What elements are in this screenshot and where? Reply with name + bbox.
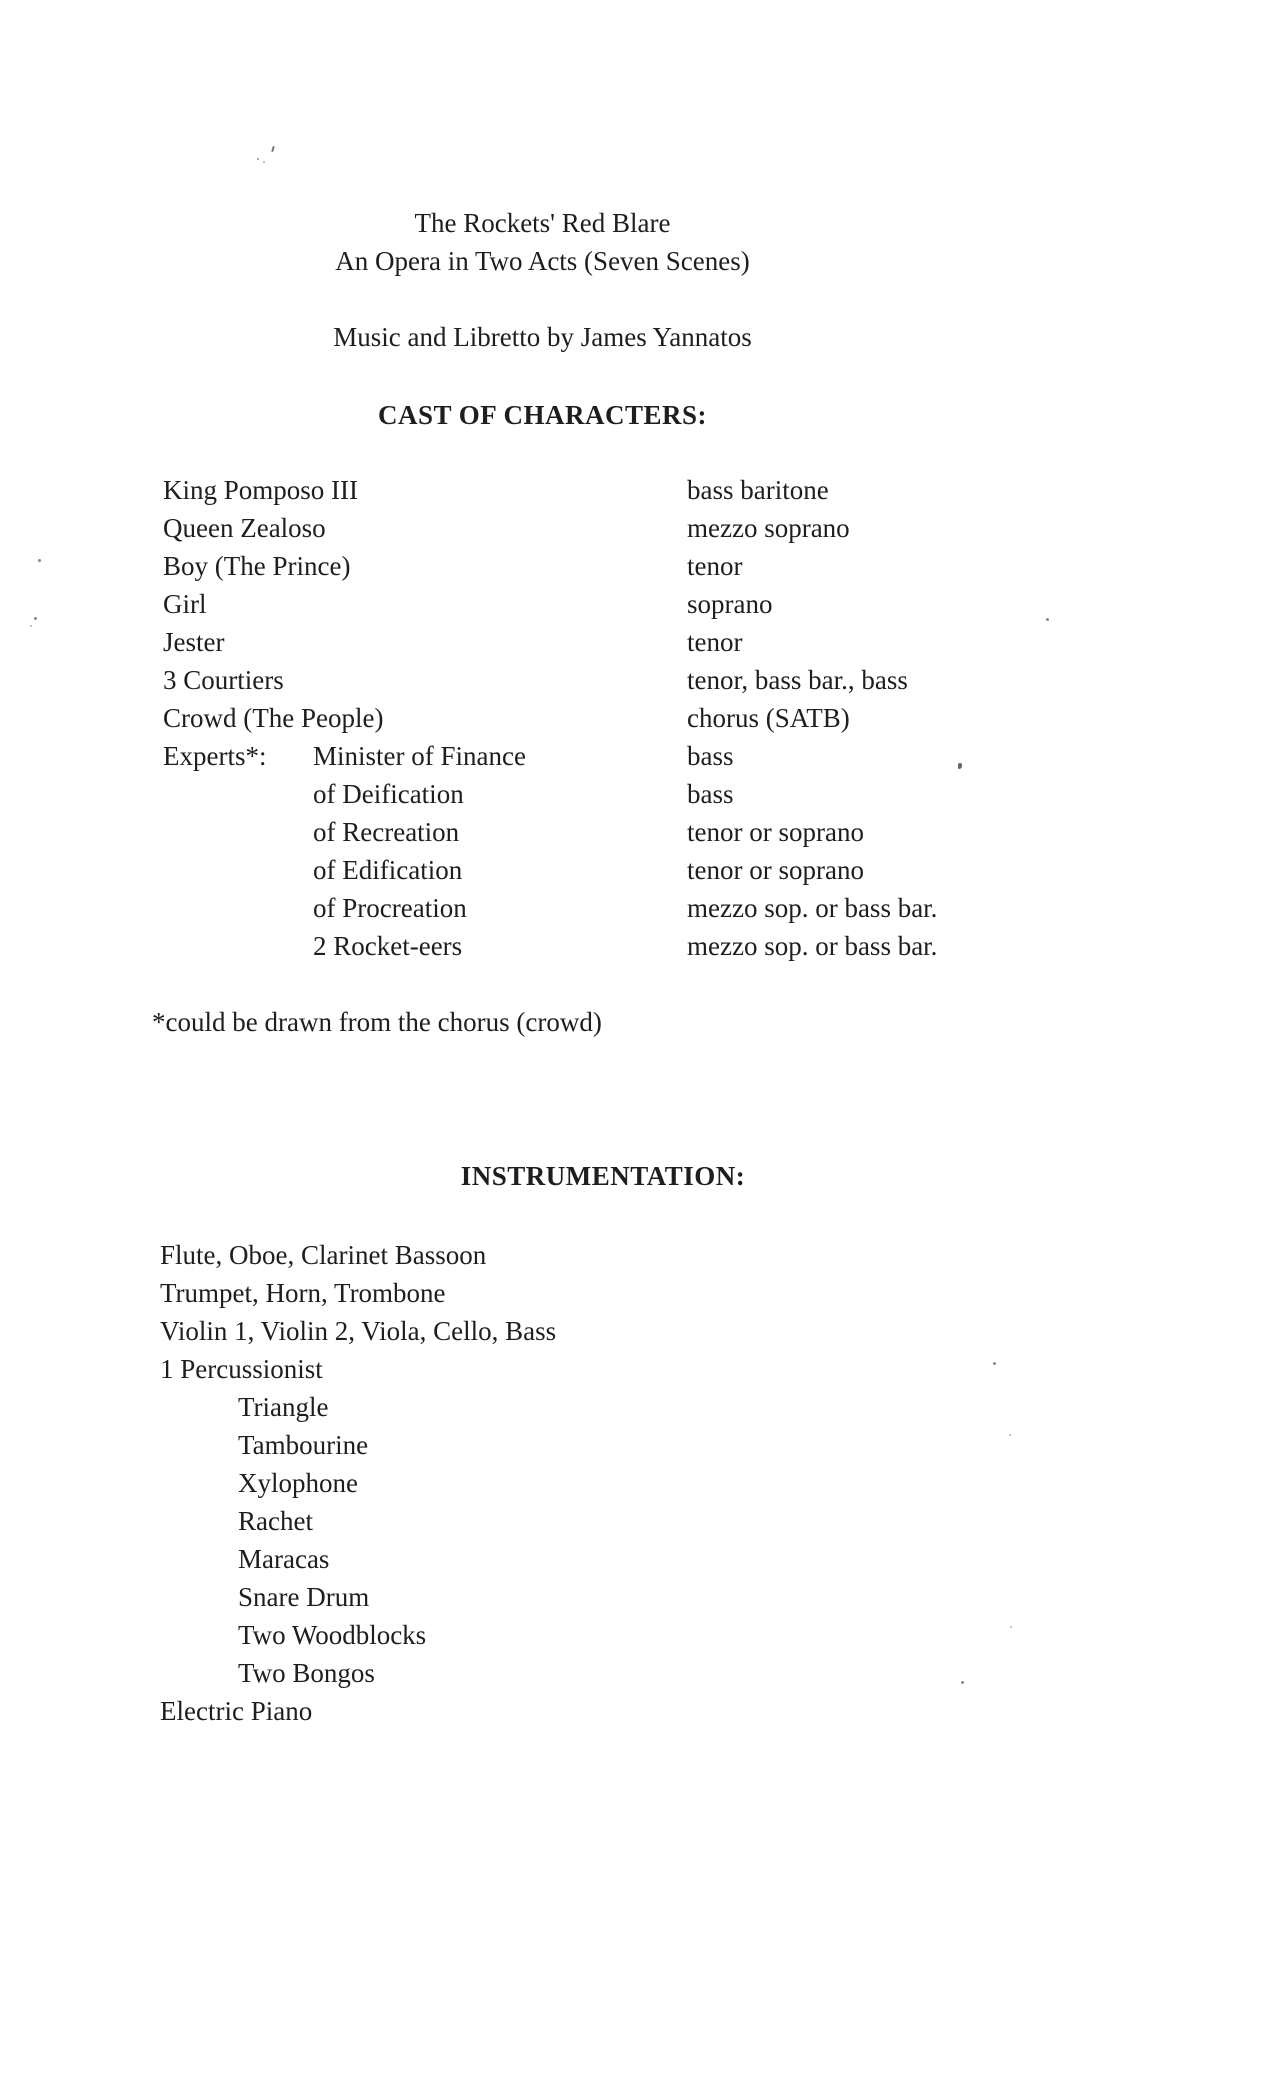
scan-artifact [34,617,37,620]
cast-character-cell [163,927,687,965]
cast-voice: tenor, bass bar., bass [687,665,908,695]
cast-character-name: Jester [163,627,225,657]
cast-character-cell [163,889,687,927]
opera-title: The Rockets' Red Blare [414,208,671,238]
instrumentation-line: Two Bongos [238,1658,375,1688]
instrumentation-line: 1 Percussionist [160,1354,323,1384]
cast-row [163,661,1103,699]
cast-character-cell [163,585,687,623]
instrumentation-line: Xylophone [238,1468,358,1498]
spacer [0,280,1085,318]
scan-artifact [1009,1434,1011,1436]
opera-subtitle: An Opera in Two Acts (Seven Scenes) [335,246,750,276]
cast-voice: bass [687,741,734,771]
instrumentation-line: Violin 1, Violin 2, Viola, Cello, Bass [160,1316,557,1346]
cast-character-cell [163,813,687,851]
instrumentation-line: Electric Piano [160,1696,313,1726]
instrumentation-list [160,1236,960,1730]
scan-artifact [38,559,41,562]
cast-character-name: King Pomposo III [163,475,358,505]
cast-character-name: of Recreation [313,817,460,847]
cast-voice: tenor [687,627,743,657]
cast-voice: bass [687,779,734,809]
cast-voice: mezzo soprano [687,513,850,543]
cast-voice: mezzo sop. or bass bar. [687,893,938,923]
cast-heading: CAST OF CHARACTERS: [377,400,708,430]
title-block [0,204,1085,356]
instrumentation-heading: INSTRUMENTATION: [460,1161,746,1191]
scan-artifact [263,161,265,163]
scan-artifact [961,1681,964,1684]
cast-row [163,547,1103,585]
cast-character-cell [163,661,687,699]
cast-character-name: Boy (The Prince) [163,551,351,581]
cast-character-cell [163,547,687,585]
scan-artifact [1010,1626,1012,1628]
instrumentation-line: Triangle [238,1392,329,1422]
cast-heading-wrap [0,396,1085,434]
cast-voice: tenor or soprano [687,855,864,885]
cast-row [163,623,1103,661]
cast-character-name: Queen Zealoso [163,513,326,543]
instrumentation-heading-wrap [0,1157,1206,1195]
cast-voice: tenor [687,551,743,581]
cast-table [163,471,1103,965]
cast-row [163,699,1103,737]
scan-artifact [993,1362,996,1365]
cast-character-cell [163,699,687,737]
cast-row [163,737,1103,775]
instrumentation-line: Rachet [238,1506,313,1536]
cast-voice: bass baritone [687,475,829,505]
instrumentation-line: Trumpet, Horn, Trombone [160,1278,446,1308]
cast-character-name: of Procreation [313,893,467,923]
cast-character-cell [163,509,687,547]
cast-row [163,471,1103,509]
scan-artifact [257,158,259,160]
cast-character-cell [163,623,687,661]
instrumentation-line: Snare Drum [238,1582,370,1612]
instrumentation-line: Flute, Oboe, Clarinet Bassoon [160,1240,487,1270]
cast-character-cell [163,737,687,775]
cast-footnote: *could be drawn from the chorus (crowd) [152,1007,602,1037]
cast-voice: tenor or soprano [687,817,864,847]
cast-voice: soprano [687,589,773,619]
instrumentation-line: Maracas [238,1544,330,1574]
instrumentation-line: Two Woodblocks [238,1620,427,1650]
cast-character-cell [163,471,687,509]
byline: Music and Libretto by James Yannatos [333,322,752,352]
cast-character-cell [163,775,687,813]
cast-character-name: of Edification [313,855,463,885]
cast-row [163,889,1103,927]
cast-row [163,509,1103,547]
cast-expert-label: Experts*: [163,741,267,771]
cast-voice: chorus (SATB) [687,703,850,733]
cast-row [163,851,1103,889]
cast-character-name: Minister of Finance [313,741,526,771]
cast-character-cell [163,851,687,889]
scan-artifact [271,146,275,152]
cast-row [163,927,1103,965]
scan-artifact [1046,618,1049,621]
scan-artifact [30,625,32,627]
cast-character-name: Crowd (The People) [163,703,384,733]
cast-row [163,775,1103,813]
cast-character-name: 2 Rocket-eers [313,931,463,961]
cast-row [163,813,1103,851]
cast-character-name: Girl [163,589,207,619]
cast-voice: mezzo sop. or bass bar. [687,931,938,961]
cast-character-name: 3 Courtiers [163,665,284,695]
instrumentation-line: Tambourine [238,1430,369,1460]
cast-character-name: of Deification [313,779,464,809]
cast-row [163,585,1103,623]
